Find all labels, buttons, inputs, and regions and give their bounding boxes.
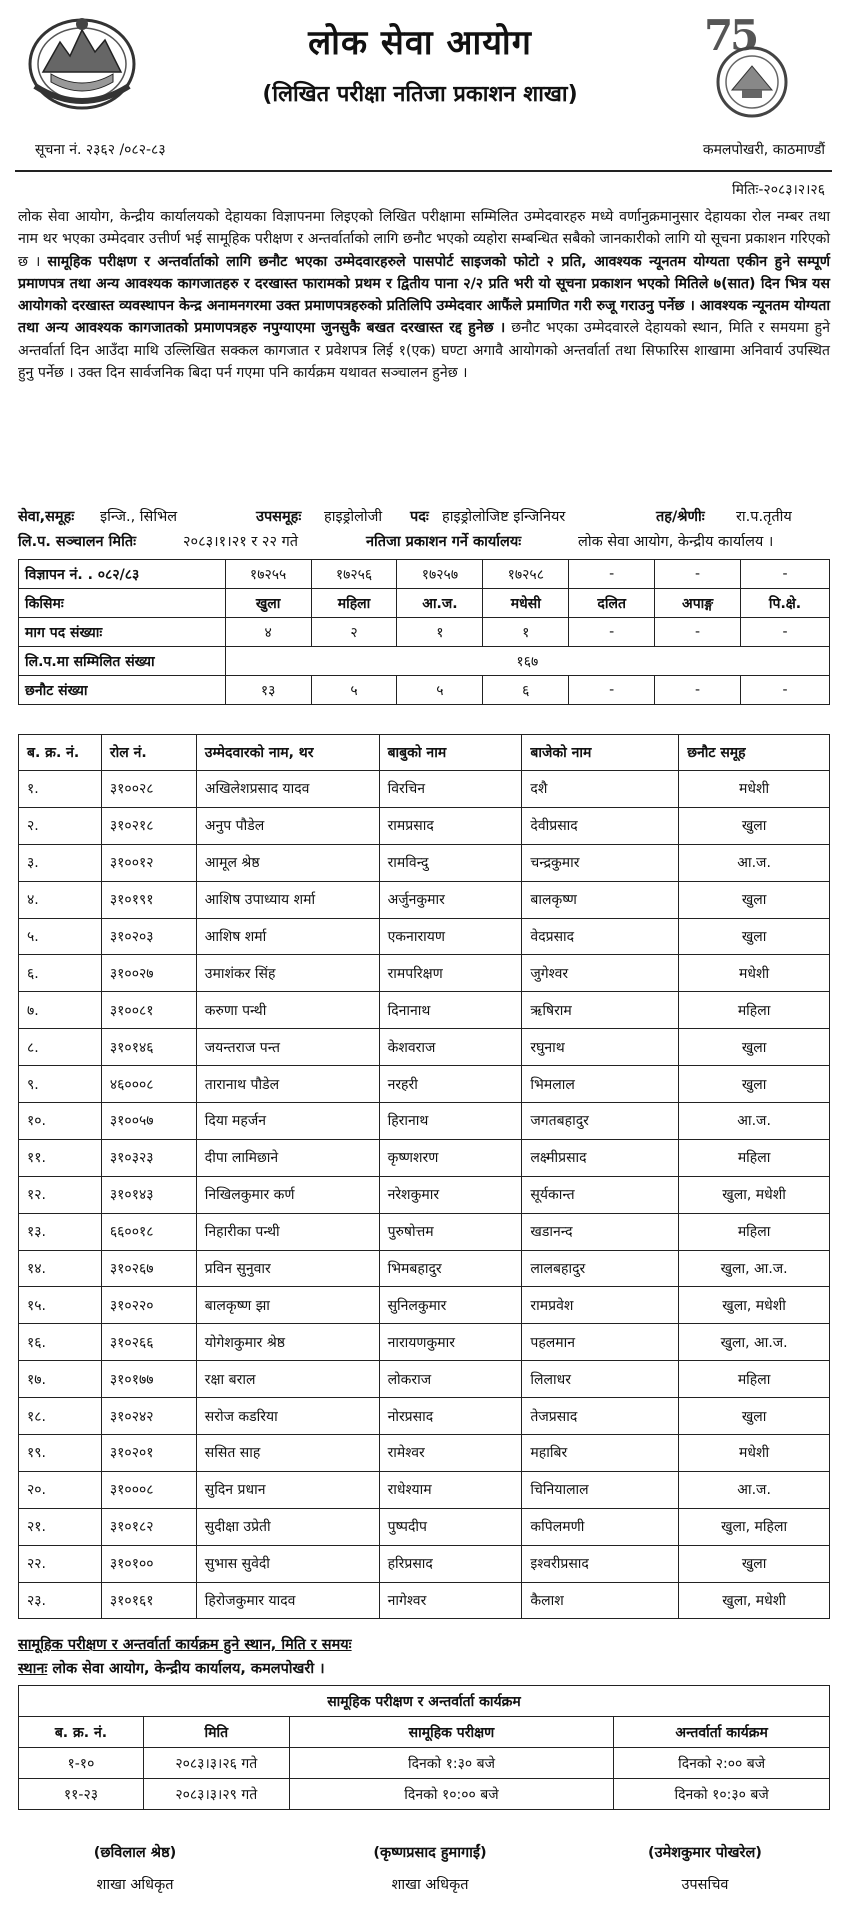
demand-cell: १ [397,618,483,647]
post-value: हाइड्रोलोजिष्ट इन्जिनियर [442,509,566,525]
notice-paragraph-intro: लोक सेवा आयोग, केन्द्रीय कार्यालयको देहायका विज्ञापनमा लिइएको लिखित परीक्षामा सम्मिलित उम्मेदवारहरु मध्ये वर्णानुक्रमानुसार देहायका रोल नम्बर तथा नाम थर भएका उम्मेदवार उत्तीर्ण भई सामूहिक परीक्षण र अन्तर्वार्ताको लागि छनौट भएको व्यहोरा सम्बन्धित सबैको जानकारीको लागि यो सूचना प्रकाशन गरिएको छ । [18,209,830,270]
roll-number: ३१०२४२ [101,1398,196,1435]
serial-number: १०. [19,1103,102,1140]
table-row [19,1139,830,1176]
father-name: हरिप्रसाद [379,1545,522,1582]
column-header: मिति [143,1717,289,1748]
table-row [19,676,830,705]
type-cell: पि.क्षे. [741,589,830,618]
serial-range: १-१० [19,1748,144,1779]
signatory-role: शाखा अधिकृत [96,1877,174,1893]
schedule-table-title: सामूहिक परीक्षण र अन्तर्वार्ता कार्यक्रम [19,1686,830,1717]
service-info-line [18,506,830,530]
selected-cell: - [741,676,830,705]
serial-range: ११-२३ [19,1779,144,1810]
column-header: रोल नं. [101,735,196,771]
roll-number: ६६००१८ [101,1213,196,1250]
demand-label: माग पद संख्याः [19,618,226,647]
candidate-name: तारानाथ पौडेल [196,1066,379,1103]
notice-body [18,206,830,384]
table-row [19,1103,830,1140]
type-cell: महिला [311,589,397,618]
selected-group: खुला [679,807,830,844]
grandfather-name: तेजप्रसाद [522,1398,679,1435]
demand-cell: - [655,618,741,647]
father-name: दिनानाथ [379,992,522,1029]
father-name: रामविन्दु [379,844,522,881]
candidate-name: आमूल श्रेष्ठ [196,844,379,881]
selected-group: खुला, आ.ज. [679,1324,830,1361]
grandfather-name: बालकृष्ण [522,881,679,918]
candidate-name: सुभास सुवेदी [196,1545,379,1582]
table-row [19,560,830,589]
signature-block [575,1842,835,1894]
subgroup-value: हाइड्रोलोजी [324,509,383,525]
father-name: नागेश्वर [379,1582,522,1619]
table-row [19,1779,830,1810]
grandfather-name: महाबिर [522,1435,679,1472]
exam-date-key: लि.प. सञ्चालन मितिः [18,534,137,550]
grandfather-name: जुगेश्वर [522,955,679,992]
selected-group: महिला [679,1139,830,1176]
header-divider [15,170,832,172]
signature-block [300,1842,560,1894]
grandfather-name: पहलमान [522,1324,679,1361]
selected-group: खुला, मधेशी [679,1287,830,1324]
selected-group: खुला, मधेशी [679,1176,830,1213]
serial-number: २०. [19,1471,102,1508]
serial-number: १२. [19,1176,102,1213]
roll-number: ३१०२०१ [101,1435,196,1472]
ad-number-label: विज्ञापन नं. . ०८२/८३ [19,560,226,589]
svg-text:5: 5 [730,11,760,60]
column-header: ब. क्र. नं. [19,735,102,771]
demand-cell: ४ [225,618,311,647]
ad-number-cell: १७२५६ [311,560,397,589]
table-row [19,844,830,881]
grandfather-name: चिनियालाल [522,1471,679,1508]
results-table [18,734,830,1619]
table-row [19,1324,830,1361]
type-cell: दलित [569,589,655,618]
table-row [19,1435,830,1472]
table-row [19,618,830,647]
father-name: भिमबहादुर [379,1250,522,1287]
selected-group: खुला, आ.ज. [679,1250,830,1287]
schedule-heading: सामूहिक परीक्षण र अन्तर्वार्ता कार्यक्रम हुने स्थान, मिति र समयः [18,1637,352,1653]
column-header: सामूहिक परीक्षण [289,1717,614,1748]
schedule-table [18,1685,830,1810]
selected-group: खुला [679,1029,830,1066]
serial-number: ११. [19,1139,102,1176]
father-name: राधेश्याम [379,1471,522,1508]
grandfather-name: जगतबहादुर [522,1103,679,1140]
serial-number: २. [19,807,102,844]
selected-group: खुला, मधेशी [679,1582,830,1619]
location-value: लोक सेवा आयोग, केन्द्रीय कार्यालय, कमलपोखरी । [47,1661,325,1677]
father-name: लोकराज [379,1361,522,1398]
selected-group: मधेशी [679,771,830,808]
grandfather-name: इश्वरीप्रसाद [522,1545,679,1582]
vacancy-table [18,559,830,705]
office-location: कमलपोखरी, काठमाण्डौं [702,142,825,158]
selected-group: महिला [679,992,830,1029]
ad-number-cell: १७२५५ [225,560,311,589]
svg-text:7: 7 [704,11,734,60]
results-body [19,771,830,1619]
subgroup-key: उपसमूहः [256,509,302,525]
table-row [19,1213,830,1250]
group-test-time: दिनको १०:०० बजे [289,1779,614,1810]
page-title: लोक सेवा आयोग [308,23,532,63]
serial-number: २३. [19,1582,102,1619]
selected-group: खुला [679,1545,830,1582]
serial-number: ९. [19,1066,102,1103]
roll-number: ३१०२१८ [101,807,196,844]
letterhead [0,0,847,175]
notice-paragraph-interview: छनौट भएका उम्मेदवारले देहायको स्थान, मिति र समयमा हुने अन्तर्वार्ता दिन आउँदा माथि उल्लिखित सक्कल कागजात र प्रवेशपत्र लिई १(एक) घण्टा अगावै आयोगको अन्तर्वार्ता तथा सिफारिस शाखामा अनिवार्य उपस्थित हुनु पर्नेछ । उक्त दिन सार्वजनिक बिदा पर्न गएमा पनि कार्यक्रम यथावत सञ्चालन हुनेछ । [18,320,831,382]
father-name: कृष्णशरण [379,1139,522,1176]
grandfather-name: ऋषिराम [522,992,679,1029]
serial-number: ५. [19,918,102,955]
signatory-role: शाखा अधिकृत [391,1877,469,1893]
serial-number: ४. [19,881,102,918]
post-key: पदः [410,509,429,525]
roll-number: ३१०२२० [101,1287,196,1324]
appeared-label: लि.प.मा सम्मिलित संख्या [19,647,226,676]
roll-number: ३१०२६६ [101,1324,196,1361]
signatory-name: (उमेशकुमार पोखरेल) [648,1845,762,1861]
table-row [19,1686,830,1717]
roll-number: ३१०१६१ [101,1582,196,1619]
table-row [19,955,830,992]
selected-group: महिला [679,1213,830,1250]
type-label: किसिमः [19,589,226,618]
candidate-name: उमाशंकर सिंह [196,955,379,992]
serial-number: १६. [19,1324,102,1361]
exam-date-value: २०८३।१।२१ र २२ गते [183,534,299,550]
serial-number: ७. [19,992,102,1029]
grandfather-name: चन्द्रकुमार [522,844,679,881]
table-row [19,647,830,676]
signatory-role: उपसचिव [681,1877,729,1893]
father-name: नरेशकुमार [379,1176,522,1213]
serial-number: ८. [19,1029,102,1066]
roll-number: ३१०१४३ [101,1176,196,1213]
grandfather-name: वेदप्रसाद [522,918,679,955]
roll-number: ३१०१८२ [101,1508,196,1545]
candidate-name: हिरोजकुमार यादव [196,1582,379,1619]
location-key: स्थानः [18,1661,48,1677]
candidate-name: ससित साह [196,1435,379,1472]
serial-number: १७. [19,1361,102,1398]
column-header: छनौट समूह [679,735,830,771]
grandfather-name: कपिलमणी [522,1508,679,1545]
roll-number: ३१००८१ [101,992,196,1029]
candidate-name: अनुप पौडेल [196,807,379,844]
candidate-name: बालकृष्ण झा [196,1287,379,1324]
serial-number: ६. [19,955,102,992]
grandfather-name: कैलाश [522,1582,679,1619]
grandfather-name: लिलाधर [522,1361,679,1398]
selected-group: खुला [679,881,830,918]
serial-number: १८. [19,1398,102,1435]
type-cell: आ.ज. [397,589,483,618]
service-key: सेवा,समूहः [18,509,75,525]
father-name: एकनारायण [379,918,522,955]
ad-number-cell: १७२५८ [483,560,569,589]
candidate-name: सुदिन प्रधान [196,1471,379,1508]
table-row [19,1582,830,1619]
selected-group: आ.ज. [679,1471,830,1508]
grandfather-name: देवीप्रसाद [522,807,679,844]
type-cell: अपाङ्ग [655,589,741,618]
table-row [19,1748,830,1779]
candidate-name: योगेशकुमार श्रेष्ठ [196,1324,379,1361]
serial-number: ३. [19,844,102,881]
table-header-row [19,735,830,771]
schedule-location [18,1658,325,1678]
table-row [19,807,830,844]
roll-number: ३१०१०० [101,1545,196,1582]
father-name: अर्जुनकुमार [379,881,522,918]
selected-group: खुला, महिला [679,1508,830,1545]
column-header: अन्तर्वार्ता कार्यक्रम [614,1717,830,1748]
ad-number-cell: - [655,560,741,589]
grandfather-name: लालबहादुर [522,1250,679,1287]
father-name: पुरुषोत्तम [379,1213,522,1250]
table-row [19,1361,830,1398]
candidate-name: दीपा लामिछाने [196,1139,379,1176]
selected-cell: ५ [397,676,483,705]
result-office-key: नतिजा प्रकाशन गर्ने कार्यालयः [366,534,522,550]
interview-time: दिनको १०:३० बजे [614,1779,830,1810]
column-header: बाबुको नाम [379,735,522,771]
father-name: रामेश्वर [379,1435,522,1472]
grandfather-name: लक्ष्मीप्रसाद [522,1139,679,1176]
roll-number: ३१००२८ [101,771,196,808]
serial-number: १९. [19,1435,102,1472]
candidate-name: आशिष उपाध्याय शर्मा [196,881,379,918]
table-row [19,1066,830,1103]
column-header: ब. क्र. नं. [19,1717,144,1748]
selected-cell: - [655,676,741,705]
roll-number: ३१०२६७ [101,1250,196,1287]
serial-number: १. [19,771,102,808]
demand-cell: १ [483,618,569,647]
demand-cell: - [741,618,830,647]
table-row [19,918,830,955]
exam-info-line [18,531,830,555]
grandfather-name: रामप्रवेश [522,1287,679,1324]
roll-number: ३१०१७७ [101,1361,196,1398]
father-name: रामप्रसाद [379,807,522,844]
interview-time: दिनको २:०० बजे [614,1748,830,1779]
candidate-name: निहारीका पन्थी [196,1213,379,1250]
roll-number: ३१००२७ [101,955,196,992]
selected-group: आ.ज. [679,844,830,881]
roll-number: ३१०१९१ [101,881,196,918]
result-office-value: लोक सेवा आयोग, केन्द्रीय कार्यालय । [578,534,774,550]
father-name: नोरप्रसाद [379,1398,522,1435]
selected-cell: ६ [483,676,569,705]
serial-number: २१. [19,1508,102,1545]
signatory-name: (कृष्णप्रसाद हुमागाईं) [373,1845,487,1861]
roll-number: ३१००५७ [101,1103,196,1140]
roll-number: ३१०२०३ [101,918,196,955]
candidate-name: जयन्तराज पन्त [196,1029,379,1066]
serial-number: १४. [19,1250,102,1287]
candidate-name: दिया महर्जन [196,1103,379,1140]
grandfather-name: भिमलाल [522,1066,679,1103]
ad-number-cell: १७२५७ [397,560,483,589]
table-row [19,881,830,918]
schedule-date: २०८३।३।२९ गते [143,1779,289,1810]
appeared-count: १६७ [225,647,829,676]
candidate-name: करुणा पन्थी [196,992,379,1029]
table-row [19,589,830,618]
grandfather-name: सूर्यकान्त [522,1176,679,1213]
table-row [19,1287,830,1324]
demand-cell: २ [311,618,397,647]
father-name: रामपरिक्षण [379,955,522,992]
type-cell: खुला [225,589,311,618]
roll-number: ३१०३२३ [101,1139,196,1176]
nepal-emblem-icon [25,12,140,112]
candidate-name: प्रविन सुनुवार [196,1250,379,1287]
level-value: रा.प.तृतीय [736,509,792,525]
table-row [19,1029,830,1066]
column-header: बाजेको नाम [522,735,679,771]
selected-group: मधेशी [679,1435,830,1472]
table-row [19,992,830,1029]
type-cell: मधेसी [483,589,569,618]
father-name: नारायणकुमार [379,1324,522,1361]
selected-group: खुला [679,918,830,955]
table-row [19,1508,830,1545]
selected-group: मधेशी [679,955,830,992]
selected-group: महिला [679,1361,830,1398]
candidate-name: अखिलेशप्रसाद यादव [196,771,379,808]
table-header-row [19,1717,830,1748]
candidate-name: आशिष शर्मा [196,918,379,955]
selected-cell: १३ [225,676,311,705]
serial-number: १३. [19,1213,102,1250]
table-row [19,1471,830,1508]
notice-paragraph-instructions: सामूहिक परीक्षण र अन्तर्वार्ताको लागि छनौट भएका उम्मेदवारहरुले पासपोर्ट साइजको फोटो २ प्रति, आवश्यक न्यूनतम योग्यता एकीन हुने सम्पूर्ण प्रमाणपत्र तथा अन्य आवश्यक कागजातहरु र दरखास्त फारामको प्रथम र द्वितीय पाना २/२ प्रति भरी यो सूचना प्रकाशन भएको मितिले ७(सात) दिन भित्र यस आयोगको दरखास्त व्यवस्थापन केन्द्र अनामनगरमा उक्त प्रमाणपत्रहरुको प्रतिलिपि उम्मेदवार आफैंले प्रमाणित गरी रुजू गराउनु पर्नेछ । आवश्यक न्यूनतम योग्यता तथा अन्य आवश्यक कागजातको प्रमाणपत्रहरु नपुग्याएमा जुनसुकै बखत दरखास्त रद्द हुनेछ । [18,253,830,337]
psc-75-anniversary-logo-icon [700,10,805,130]
ad-number-cell: - [569,560,655,589]
father-name: नरहरी [379,1066,522,1103]
table-row [19,771,830,808]
table-row [19,1250,830,1287]
table-row [19,1176,830,1213]
signature-block [5,1842,265,1894]
candidate-name: सुदीक्षा उप्रेती [196,1508,379,1545]
table-row [19,1398,830,1435]
page-subtitle: (लिखित परीक्षा नतिजा प्रकाशन शाखा) [262,82,578,107]
schedule-date: २०८३।३।२६ गते [143,1748,289,1779]
roll-number: ३१०१४६ [101,1029,196,1066]
notice-date: मितिः-२०८३।२।२६ [731,182,825,198]
father-name: सुनिलकुमार [379,1287,522,1324]
signatory-name: (छविलाल श्रेष्ठ) [93,1845,177,1861]
candidate-name: सरोज कडरिया [196,1398,379,1435]
candidate-name: निखिलकुमार कर्ण [196,1176,379,1213]
grandfather-name: दशै [522,771,679,808]
grandfather-name: रघुनाथ [522,1029,679,1066]
ad-number-cell: - [741,560,830,589]
grandfather-name: खडानन्द [522,1213,679,1250]
roll-number: ३१००१२ [101,844,196,881]
demand-cell: - [569,618,655,647]
father-name: विरचिन [379,771,522,808]
selected-group: खुला [679,1066,830,1103]
service-value: इन्जि., सिभिल [100,509,178,525]
selected-group: खुला [679,1398,830,1435]
selected-group: आ.ज. [679,1103,830,1140]
serial-number: २२. [19,1545,102,1582]
table-row [19,1545,830,1582]
serial-number: १५. [19,1287,102,1324]
selected-cell: - [569,676,655,705]
candidate-name: रक्षा बराल [196,1361,379,1398]
roll-number: ३१०००८ [101,1471,196,1508]
column-header: उम्मेदवारको नाम, थर [196,735,379,771]
roll-number: ४६०००८ [101,1066,196,1103]
notice-number: सूचना नं. २३६२ /०८२-८३ [35,142,166,158]
father-name: पुष्पदीप [379,1508,522,1545]
selected-label: छनौट संख्या [19,676,226,705]
group-test-time: दिनको १:३० बजे [289,1748,614,1779]
father-name: केशवराज [379,1029,522,1066]
father-name: हिरानाथ [379,1103,522,1140]
selected-cell: ५ [311,676,397,705]
level-key: तह/श्रेणीः [656,509,705,525]
